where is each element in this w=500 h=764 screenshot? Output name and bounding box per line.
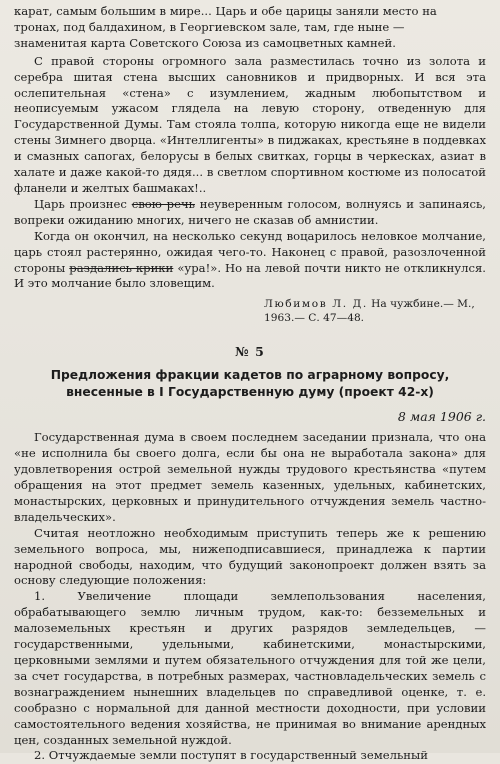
paragraph-proposal: Считая неотложно необходимым приступить теперь же к решению земельного вопроса, мы, нижеподписавшиеся, принадлежа к партии народной свободы, находим, что будущий законопроект должен взять за основу следующие положения: bbox=[14, 525, 486, 588]
text-span: «ура!». Но на левой почти никто не откликнулся. И это молчание было зловещим. bbox=[14, 260, 486, 291]
struck-text: свою речь bbox=[131, 196, 195, 211]
text-line: карат, самым большим в мире... Царь и обе царицы заняли место на bbox=[14, 4, 437, 18]
citation-line: 1963.— С. 47—48. bbox=[264, 312, 365, 325]
struck-text: раздались крики bbox=[69, 260, 174, 275]
title-line: Предложения фракции кадетов по аграрному вопросу, bbox=[50, 368, 450, 383]
citation-line bbox=[264, 297, 486, 311]
text-span: Царь произнес bbox=[34, 196, 132, 211]
top-paragraph bbox=[14, 4, 486, 52]
citation-work: На чужбине.— М., bbox=[367, 298, 475, 311]
document-title bbox=[14, 367, 486, 400]
text-line: тронах, под балдахином, в Георгиевском зале, там, где ныне — bbox=[14, 19, 405, 34]
text-line: знаменитая карта Советского Союза из самоцветных камней. bbox=[14, 35, 396, 50]
paragraph-duma: Государственная дума в своем последнем заседании признала, что она «не исполнила бы своего долга, если бы она не выработала закона» для удовлетворения острой земельной нужды трудового крестьянства «путем обращения на этот предмет земель казенных, удельных, кабинетских, монастырских, церковных и принудительного отчуждения земель частно-владельческих». bbox=[14, 430, 486, 524]
paragraph-stena: С правой стороны огромного зала разместилась точно из золота и серебра шитая стена высших сановников и придворных. И вся эта ослепительная «стена» с изумлением, жадным любопытством и неописуемым ужасом глядела на левую сторону, отведенную для Государственной Думы. Там стояла толпа, которую никогда еще не видели стены Зимнего дворца. «Интеллигенты» в пиджаках, крестьяне в поддевках и смазных сапогах, белорусы в белых свитках, горцы в черкесках, азиат в халате и даже какой-то дядя... в светлом спортивном костюме из полосатой фланели и желтых башмаках!.. bbox=[14, 53, 486, 195]
paragraph-silence bbox=[14, 229, 486, 293]
title-line: внесенные в I Государственную думу (проект 42-х) bbox=[66, 384, 434, 399]
document-number: № 5 bbox=[235, 344, 265, 360]
citation-author: Любимов Л. Д. bbox=[264, 298, 368, 311]
text-span: Когда он окончил, на несколько секунд воцарилось неловкое молчание, царь стоял растерянно, ожидая чего-то. Наконец с правой, разозлоченной стороны bbox=[14, 228, 486, 275]
source-citation bbox=[264, 297, 486, 325]
list-item-2: 2. Отчуждаемые земли поступят в государственный земельный bbox=[34, 748, 428, 763]
paragraph-tsar-speech bbox=[14, 197, 486, 229]
document-date: 8 мая 1906 г. bbox=[397, 409, 486, 425]
text-span: неуверенным голосом, волнуясь и запинаясь, вопреки ожиданию многих, ничего не сказав об амнистии. bbox=[14, 196, 486, 227]
list-item-1: 1. Увеличение площади землепользования населения, обрабатывающего землю личным трудом, как-то: безземельных и малоземельных крестьян и других разрядов земледельцев, — государственными, удельными, кабинетскими, монастырскими, церковными землями и путем обязательного отчуждения для той же цели, за счет государства, в потребных размерах, частновладельческих земель с вознаграждением нынешних владельцев по справедливой оценке, т. е. сообразно с нормальной для данной местности доходности, при условии самостоятельного ведения хозяйства, не принимая во внимание арендных цен, созданных земельной нуждой. bbox=[14, 589, 486, 747]
